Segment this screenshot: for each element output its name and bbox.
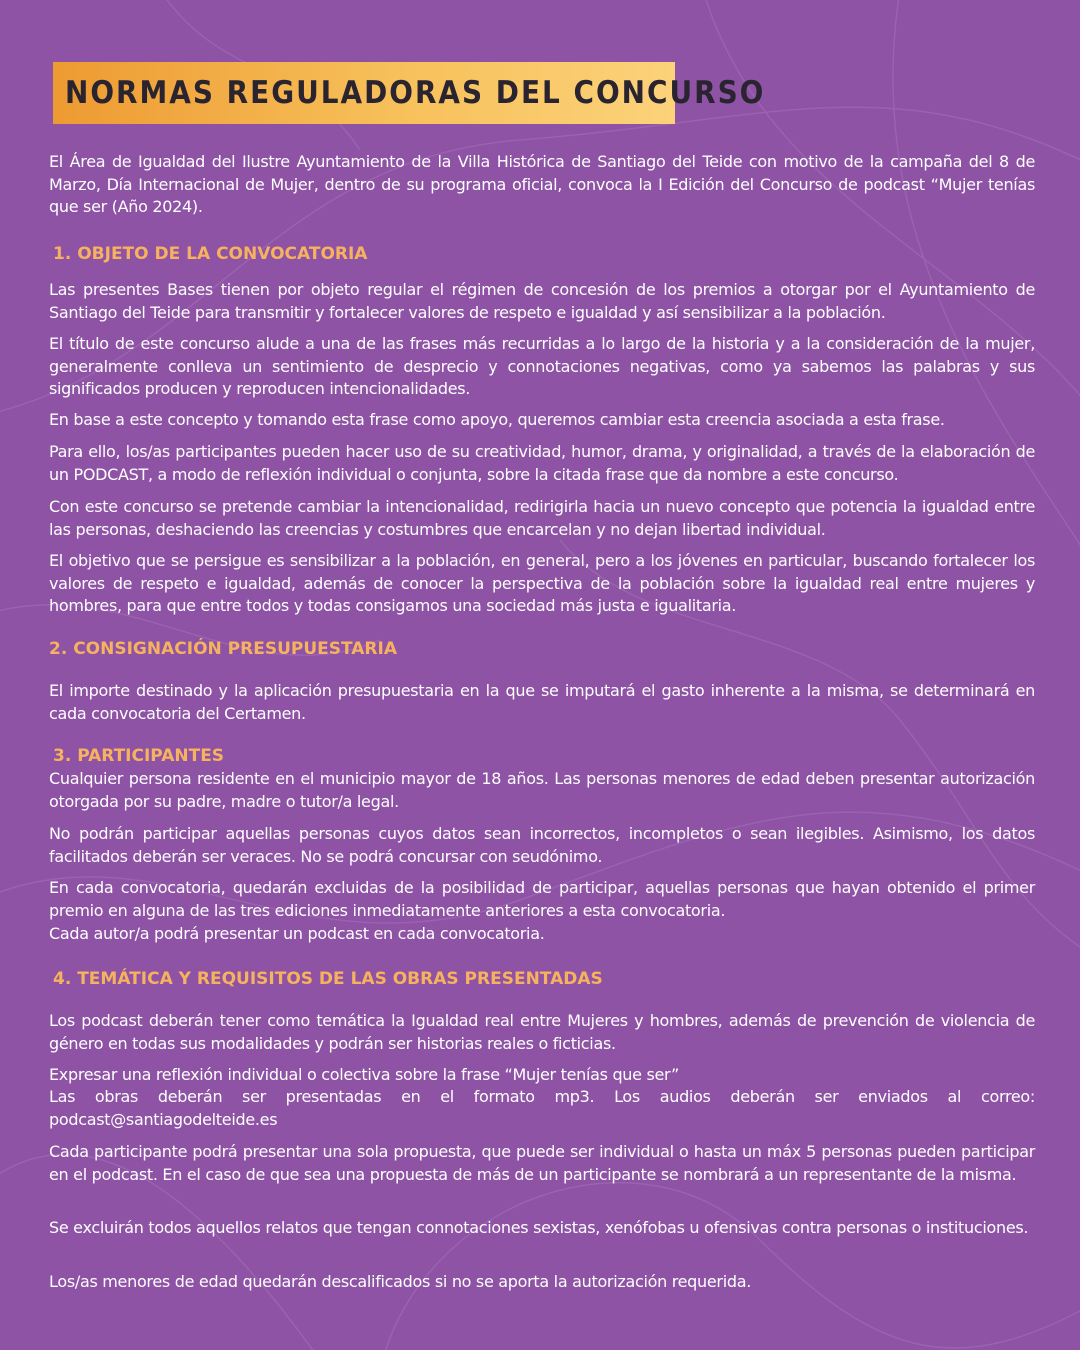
section-3-paragraph-1: Cualquier persona residente en el municipio mayor de 18 años. Las personas menores de edad deben presentar autorización otorgada por su padre, madre o tutor/a legal. — [49, 769, 1035, 811]
section-1-paragraph-2: El título de este concurso alude a una de las frases más recurridas a lo largo de la historia y a la consideración de la mujer, generalmente conlleva un sentimiento de desprecio y connotaciones negativas, como ya sabemos las palabras y sus significados producen y reproducen intencionalidades. — [49, 334, 1035, 398]
section-1-heading: 1. OBJETO DE LA CONVOCATORIA — [53, 244, 368, 264]
section-3-paragraph-3: En cada convocatoria, quedarán excluidas de la posibilidad de participar, aquellas personas que hayan obtenido el primer premio en alguna de las tres ediciones inmediatamente anteriores a esta convocatoria. — [49, 878, 1035, 920]
section-4-paragraph-6: Los/as menores de edad quedarán descalificados si no se aporta la autorización requerida. — [49, 1272, 751, 1291]
section-4-paragraph-2: Expresar una reflexión individual o colectiva sobre la frase “Mujer tenías que ser” — [49, 1065, 679, 1084]
section-2-heading: 2. CONSIGNACIÓN PRESUPUESTARIA — [49, 639, 398, 659]
section-4-heading: 4. TEMÁTICA Y REQUISITOS DE LAS OBRAS PRESENTADAS — [53, 969, 603, 989]
section-1-paragraph-4: Para ello, los/as participantes pueden hacer uso de su creatividad, humor, drama, y originalidad, a través de la elaboración de un PODCAST, a modo de reflexión individual o conjunta, sobre la citada frase que da nombre a este concurso. — [49, 442, 1035, 484]
section-1-paragraph-6: El objetivo que se persigue es sensibilizar a la población, en general, pero a los jóvenes en particular, buscando fortalecer los valores de respeto e igualdad, además de conocer la perspectiva de la población sobre la igualdad real entre mujeres y hombres, para que entre todos y todas consigamos una sociedad más justa e igualitaria. — [49, 551, 1035, 615]
section-4-paragraph-3: Las obras deberán ser presentadas en el formato mp3. Los audios deberán ser enviados al correo: podcast@santiagodelteide.es — [49, 1087, 1035, 1129]
title-banner — [53, 62, 766, 124]
section-3-paragraph-4: Cada autor/a podrá presentar un podcast en cada convocatoria. — [49, 924, 545, 943]
section-3-heading: 3. PARTICIPANTES — [53, 746, 225, 766]
section-3-paragraph-2: No podrán participar aquellas personas cuyos datos sean incorrectos, incompletos o sean ilegibles. Asimismo, los datos facilitados deberán ser veraces. No se podrá concursar con seudónimo. — [49, 824, 1035, 866]
page-title: NORMAS REGULADORAS DEL CONCURSO — [65, 75, 766, 111]
section-2-paragraph-1: El importe destinado y la aplicación presupuestaria en la que se imputará el gasto inherente a la misma, se determinará en cada convocatoria del Certamen. — [49, 681, 1035, 723]
section-4-paragraph-5: Se excluirán todos aquellos relatos que tengan connotaciones sexistas, xenófobas u ofensivas contra personas o instituciones. — [49, 1218, 1029, 1237]
intro-paragraph: El Área de Igualdad del Ilustre Ayuntamiento de la Villa Histórica de Santiago del Teide con motivo de la campaña del 8 de Marzo, Día Internacional de Mujer, dentro de su programa oficial, convoca la I Edición del Concurso de podcast “Mujer tenías que ser (Año 2024). — [49, 152, 1035, 216]
section-1-paragraph-1: Las presentes Bases tienen por objeto regular el régimen de concesión de los premios a otorgar por el Ayuntamiento de Santiago del Teide para transmitir y fortalecer valores de respeto e igualdad y así sensibilizar a la población. — [49, 280, 1035, 322]
section-4-paragraph-4: Cada participante podrá presentar una sola propuesta, que puede ser individual o hasta un máx 5 personas pueden participar en el podcast. En el caso de que sea una propuesta de más de un participante se nombrará a un representante de la misma. — [49, 1142, 1035, 1184]
section-4-paragraph-1: Los podcast deberán tener como temática la Igualdad real entre Mujeres y hombres, además de prevención de violencia de género en todas sus modalidades y podrán ser historias reales o ficticias. — [49, 1011, 1035, 1053]
section-1-paragraph-3: En base a este concepto y tomando esta frase como apoyo, queremos cambiar esta creencia asociada a esta frase. — [49, 410, 945, 429]
section-1-paragraph-5: Con este concurso se pretende cambiar la intencionalidad, redirigirla hacia un nuevo concepto que potencia la igualdad entre las personas, deshaciendo las creencias y costumbres que encarcelan y no dejan libertad individual. — [49, 497, 1035, 539]
